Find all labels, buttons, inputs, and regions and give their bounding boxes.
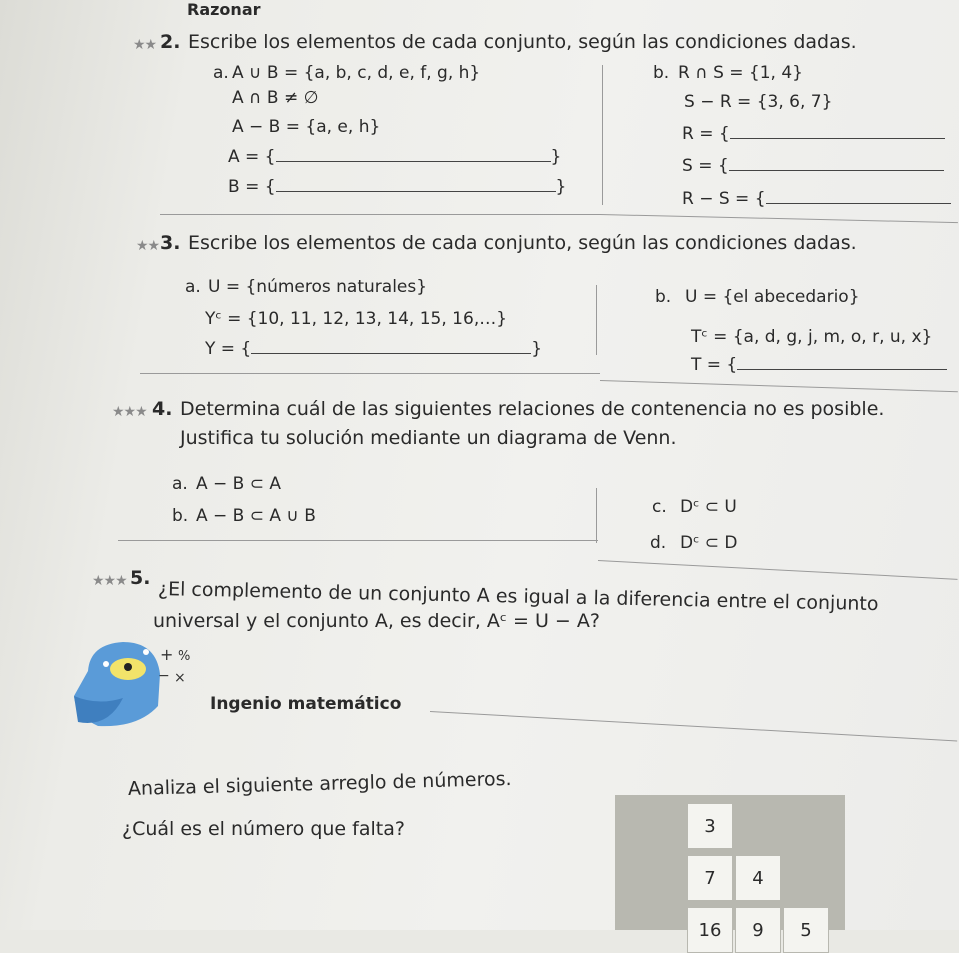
answer-line-y[interactable] xyxy=(205,339,542,359)
difficulty-stars: ★★★ xyxy=(112,404,147,420)
answer-blank[interactable] xyxy=(737,368,947,370)
number-pyramid xyxy=(615,795,845,941)
answer-line-b[interactable] xyxy=(228,177,566,197)
mascot-times: × xyxy=(174,670,186,686)
pyramid-cell: 9 xyxy=(735,907,781,953)
set-condition: A ∩ B ≠ ∅ xyxy=(232,88,319,108)
difficulty-stars: ★★ xyxy=(136,238,160,254)
question-text: ¿El complemento de un conjunto A es igual a la diferencia entre el conjunto xyxy=(157,578,879,616)
item-label: a. xyxy=(213,63,229,83)
question-text: Justifica tu solución mediante un diagrama de Venn. xyxy=(180,427,677,449)
pyramid-cell: 3 xyxy=(687,803,733,849)
item-label: a. xyxy=(185,277,201,297)
question-text: Determina cuál de las siguientes relaciones de contenencia no es posible. xyxy=(180,398,885,420)
pyramid-cell: 7 xyxy=(687,855,733,901)
answer-prefix: S = { xyxy=(682,156,729,176)
set-condition: R ∩ S = {1, 4} xyxy=(678,63,803,83)
item-label: c. xyxy=(652,497,667,517)
answer-prefix: R − S = { xyxy=(682,189,766,209)
answer-prefix: A = { xyxy=(228,147,276,167)
ingenio-title: Ingenio matemático xyxy=(210,694,402,714)
set-condition: A ∪ B = {a, b, c, d, e, f, g, h} xyxy=(232,63,481,83)
answer-blank[interactable] xyxy=(729,169,944,171)
question-number: 4. xyxy=(152,398,173,420)
answer-blank[interactable] xyxy=(766,202,951,204)
answer-prefix: T = { xyxy=(691,355,738,375)
pyramid-cell: 5 xyxy=(783,907,829,953)
answer-prefix: R = { xyxy=(682,124,730,144)
item-label: b. xyxy=(172,506,189,526)
set-condition: U = {el abecedario} xyxy=(685,287,860,307)
answer-prefix: Y = { xyxy=(205,339,252,359)
column-divider xyxy=(596,285,597,355)
pyramid-cell: 4 xyxy=(735,855,781,901)
question-number: 2. xyxy=(160,31,181,53)
item-label: d. xyxy=(650,533,667,553)
question-text: Escribe los elementos de cada conjunto, según las condiciones dadas. xyxy=(188,232,857,254)
answer-blank[interactable] xyxy=(276,190,556,192)
mascot-percent: % xyxy=(178,649,191,664)
answer-line-a[interactable] xyxy=(228,147,561,167)
section-divider xyxy=(118,540,598,541)
question-text: universal y el conjunto A, es decir, Aᶜ = U − A? xyxy=(153,610,600,632)
section-divider xyxy=(600,380,958,392)
relation-expression: Dᶜ ⊂ U xyxy=(680,497,737,517)
answer-blank[interactable] xyxy=(730,137,945,139)
question-text: Escribe los elementos de cada conjunto, según las condiciones dadas. xyxy=(188,31,857,53)
answer-suffix: } xyxy=(550,147,562,167)
item-label: a. xyxy=(172,474,188,494)
section-title: Razonar xyxy=(187,0,261,19)
question-number: 5. xyxy=(130,567,151,589)
set-condition: Yᶜ = {10, 11, 12, 13, 14, 15, 16,…} xyxy=(205,309,508,329)
set-condition: Tᶜ = {a, d, g, j, m, o, r, u, x} xyxy=(691,327,933,347)
item-label: b. xyxy=(653,63,670,83)
answer-prefix: B = { xyxy=(228,177,276,197)
relation-expression: A − B ⊂ A xyxy=(196,474,282,494)
answer-line-r-minus-s[interactable] xyxy=(682,189,951,209)
answer-blank[interactable] xyxy=(276,160,551,162)
answer-line-t[interactable] xyxy=(691,355,947,375)
answer-line-r[interactable] xyxy=(682,124,945,144)
item-label: b. xyxy=(655,287,672,307)
answer-suffix: } xyxy=(531,339,543,359)
section-divider xyxy=(140,373,600,374)
set-condition: S − R = {3, 6, 7} xyxy=(684,92,833,112)
difficulty-stars: ★★ xyxy=(133,37,157,53)
set-condition: U = {números naturales} xyxy=(208,277,428,297)
ingenio-underline xyxy=(430,711,957,741)
answer-line-s[interactable] xyxy=(682,156,944,176)
relation-expression: Dᶜ ⊂ D xyxy=(680,533,738,553)
answer-blank[interactable] xyxy=(251,352,531,354)
mascot-plus: + xyxy=(160,645,174,664)
answer-suffix: } xyxy=(555,177,567,197)
puzzle-question: ¿Cuál es el número que falta? xyxy=(122,818,405,840)
question-number: 3. xyxy=(160,232,181,254)
section-divider xyxy=(598,560,958,580)
set-condition: A − B = {a, e, h} xyxy=(232,117,381,137)
section-divider xyxy=(600,214,958,223)
mascot-minus: − xyxy=(158,668,170,684)
mascot-icon xyxy=(68,636,208,736)
pyramid-cell: 16 xyxy=(687,907,733,953)
column-divider xyxy=(602,65,603,205)
difficulty-stars: ★★★ xyxy=(92,573,127,589)
puzzle-text: Analiza el siguiente arreglo de números. xyxy=(127,767,512,800)
section-divider xyxy=(160,214,600,215)
relation-expression: A − B ⊂ A ∪ B xyxy=(196,506,316,526)
column-divider xyxy=(596,488,597,543)
